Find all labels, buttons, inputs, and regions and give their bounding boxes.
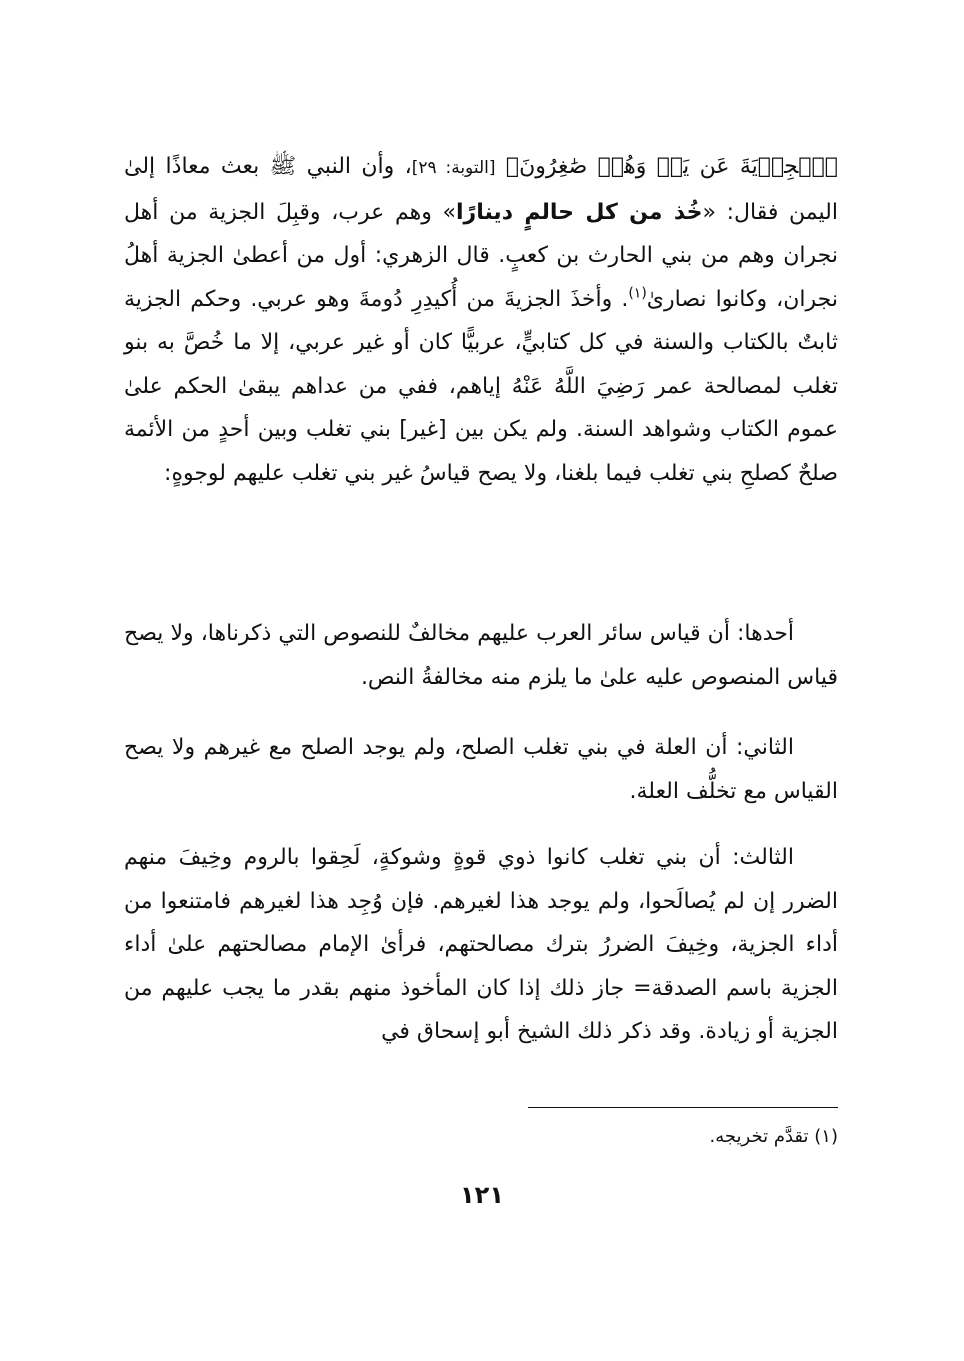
- paragraph-2: [124, 612, 838, 699]
- paragraph-3-text: الثاني: أن العلة في بني تغلب الصلح، ولم يوجد الصلح مع غيرهم ولا يصح القياس مع تخلُّف العلة.: [124, 735, 838, 804]
- paragraph-1-text-b: » وهم عرب، وقبِلَ الجزية من أهل نجران وهم من بني الحارث بن كعبٍ. قال الزهري: أول من أعطىٰ الجزية أهلُ نجران، وكانوا نصارىٰ: [124, 199, 839, 312]
- verse-reference: [التوبة: ٢٩]: [411, 158, 496, 178]
- page-number: ١٢١: [460, 1181, 504, 1209]
- footnote-text: تقدَّم تخريجه.: [709, 1126, 809, 1147]
- footnote-marker[interactable]: (١): [628, 285, 647, 302]
- footnote-divider: [528, 1107, 838, 1108]
- hadith-quote: خُذ من كل حالمٍ دينارًا: [455, 199, 703, 225]
- quran-verse: ٱلۡجِزۡيَةَ عَن يَدٖ وَهُمۡ صَٰغِرُونَ﴾: [505, 154, 838, 179]
- paragraph-2-text: أحدها: أن قياس سائر العرب عليهم مخالفٌ للنصوص التي ذكرناها، ولا يصح قياس المنصوص عليه علىٰ ما يلزم منه مخالفةُ النص.: [124, 621, 838, 690]
- paragraph-1-text-a: ، وأن النبي ﷺ بعث معاذًا إلىٰ اليمن فقال: «: [124, 154, 838, 225]
- paragraph-3: [124, 726, 838, 813]
- paragraph-1-text-c: . وأخذَ الجزيةَ من أُكيدِرِ دُومةَ وهو عربي. وحكم الجزية ثابتٌ بالكتاب والسنة في كل كتابيٍّ، عربيًّا كان أو غير عربي، إلا ما خُصَّ به بنو تغلب لمصالحة عمر رَضِيَ اللَّهُ عَنْهُ إياهم، ففي من عداهم يبقىٰ الحكم علىٰ عموم الكتاب وشواهد السنة. ولم يكن بين [غير] بني تغلب وبين أحدٍ من الأئمة صلحٌ كصلحِ بني تغلب فيما بلغنا، ولا يصح قياسُ غير بني تغلب عليهم لوجوهٍ:: [124, 286, 838, 486]
- paragraph-4-text: الثالث: أن بني تغلب كانوا ذوي قوةٍ وشوكةٍ، لَحِقوا بالروم وخِيفَ منهم الضرر إن لم يُصالَحوا، ولم يوجد هذا لغيرهم. فإن وُجِد هذا لغيرهم فامتنعوا من أداء الجزية، وخِيفَ الضررُ بترك مصالحتهم، فرأىٰ الإمام مصالحتهم علىٰ أداء الجزية باسم الصدقة= جاز ذلك إذا كان المأخوذ منهم بقدر ما يجب عليهم من الجزية أو زيادة. وقد ذكر ذلك الشيخ أبو إسحاق في: [124, 845, 838, 1044]
- footnote-number: (١): [814, 1126, 838, 1147]
- paragraph-1: [124, 145, 838, 495]
- paragraph-4: [124, 836, 838, 1054]
- footnote: [124, 1122, 838, 1152]
